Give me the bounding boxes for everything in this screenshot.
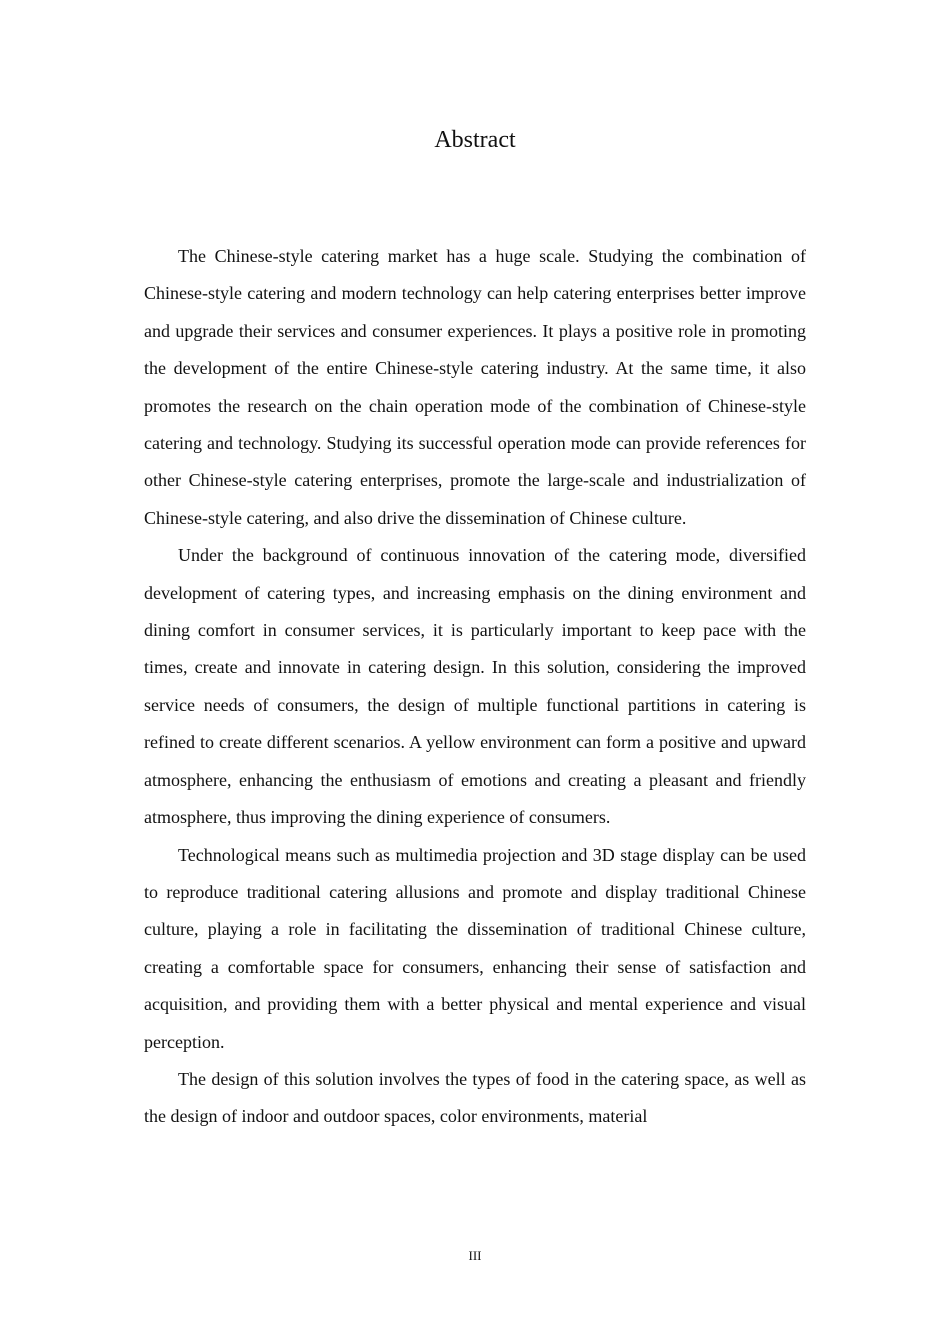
page-number: III xyxy=(468,1248,482,1263)
abstract-paragraph-4: The design of this solution involves the types of food in the catering space, as well as the design of indoor and outdoor spaces, color environments, material xyxy=(144,1068,806,1127)
page-title: Abstract xyxy=(434,127,516,153)
abstract-paragraph-1: The Chinese-style catering market has a huge scale. Studying the combination of Chinese-style catering and modern technology can help catering enterprises better improve and upgrade their services and consumer experiences. It plays a positive role in promoting the development of the entire Chinese-style catering industry. At the same time, it also promotes the research on the chain operation mode of the combination of Chinese-style catering and technology. Studying its successful operation mode can provide references for other Chinese-style catering enterprises, promote the large-scale and industrialization of Chinese-style catering, and also drive the dissemination of Chinese culture. xyxy=(144,246,806,528)
abstract-body xyxy=(144,238,806,1136)
abstract-paragraph-3: Technological means such as multimedia projection and 3D stage display can be used to reproduce traditional catering allusions and promote and display traditional Chinese culture, playing a role in facilitating the dissemination of traditional Chinese culture, creating a comfortable space for consumers, enhancing their sense of satisfaction and acquisition, and providing them with a better physical and mental experience and visual perception. xyxy=(144,844,806,1052)
abstract-paragraph-2: Under the background of continuous innovation of the catering mode, diversified development of catering types, and increasing emphasis on the dining environment and dining comfort in consumer services, it is particularly important to keep pace with the times, create and innovate in catering design. In this solution, considering the improved service needs of consumers, the design of multiple functional partitions in catering is refined to create different scenarios. A yellow environment can form a positive and upward atmosphere, enhancing the enthusiasm of emotions and creating a pleasant and friendly atmosphere, thus improving the dining experience of consumers. xyxy=(144,545,806,828)
